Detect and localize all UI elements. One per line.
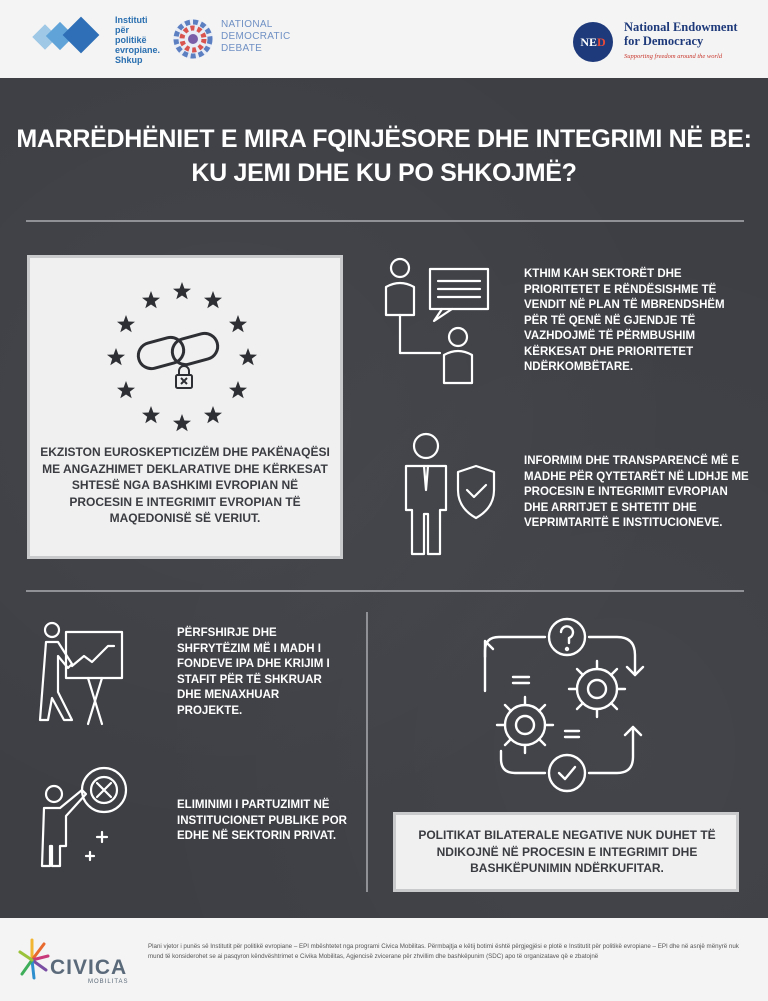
ned-tagline: Supporting freedom around the world — [624, 53, 723, 60]
item-priorities-text: KTHIM KAH SEKTORËT DHE PRIORITETET E RËNDËSISHME TË VENDIT NË PLAN TË MBRENDSHËM PËR TË QENË NË GJENDJE TË VAZHDOJMË TË PËRMBUSHIM KËRKESAT DHE PRIORITETET NDËRKOMBËTARE. — [524, 268, 725, 373]
ndd-logo-text: NATIONAL DEMOCRATIC DEBATE — [221, 19, 291, 54]
item-party-elimination-text: ELIMINIMI I PARTUZIMIT NË INSTITUCIONET PUBLIKE POR EDHE NË SEKTORIN PRIVAT. — [177, 799, 347, 842]
dialog-people-icon — [372, 255, 492, 385]
businessman-shield-icon — [400, 430, 500, 560]
mobilitas-logo-text: MOBILITAS — [88, 979, 129, 985]
gears-process-icon — [475, 615, 645, 805]
civica-burst-icon — [18, 936, 54, 982]
ipe-logo-icon — [30, 14, 110, 58]
presentation-chart-icon — [38, 620, 128, 730]
bilateral-policy-text: POLITIKAT BILATERALE NEGATIVE NUK DUHET TË NDIKOJNË NË PROCESIN E INTEGRIMIT DHE BASHKËPUNIMIN NDËRKUFITAR. — [418, 828, 716, 875]
ipe-logo-text: Instituti për politikë evropiane. Shkup — [115, 15, 161, 65]
person-target-icon — [38, 762, 138, 872]
item-transparency-text: INFORMIM DHE TRANSPARENCË MË E MADHE PËR QYTETARËT NË LIDHJE ME PROCESIN E INTEGRIMIT EVROPIAN DHE ARRITJET E SHTETIT DHE VEPRIMTARITË E INSTITUCIONEVE. — [524, 455, 749, 529]
civica-logo-text: CIVICA — [50, 956, 128, 979]
euroskepticism-box — [27, 255, 343, 559]
footer-disclaimer: Plani vjetor i punës së Institutit për politikë evropiane – EPI mbështetet nga programi Civica Mobilitas. Përmbajtja e këtij botimi është përgjegjësi e plotë e Institutit për politikë evropiane – EPI dhe në asnjë mënyrë nuk mund të konsiderohet se ai pasqyron këndvështrimet e Civika Mobilitas, Agjencisë zvicerane për zhvillim dhe bashkëpunim (SDC) apo të organizatave që e zbatojnë — [148, 943, 739, 960]
euroskepticism-text: EKZISTON EUROSKEPTICIZËM DHE PAKËNAQËSI ME ANGAZHIMET DEKLARATIVE DHE KËRKESAT SHTESË NGA BASHKIMI EVROPIAN NË PROCESIN E INTEGRIMIT EVROPIAN TË MAQEDONISË SË VERIUT. — [40, 445, 330, 525]
bilateral-policy-box — [393, 812, 739, 892]
page-title: MARRËDHËNIET E MIRA FQINJËSORE DHE INTEGRIMI NË BE: KU JEMI DHE KU PO SHKOJMË? — [16, 125, 752, 187]
divider-vertical — [366, 612, 368, 892]
ned-name: National Endowment for Democracy — [624, 20, 738, 48]
item-ipa-funds-text: PËRFSHIRJE DHE SHFRYTËZIM MË I MADH I FONDEVE IPA DHE KRIJIM I STAFIT PËR TË SHKRUAR DHE MENAXHUAR PROJEKTE. — [177, 627, 330, 717]
ndd-logo-icon — [172, 18, 214, 60]
divider-middle — [26, 590, 744, 592]
eu-stars-chain-icon — [30, 258, 340, 438]
divider-top — [26, 220, 744, 222]
ned-logo-icon: NE D — [573, 22, 613, 62]
